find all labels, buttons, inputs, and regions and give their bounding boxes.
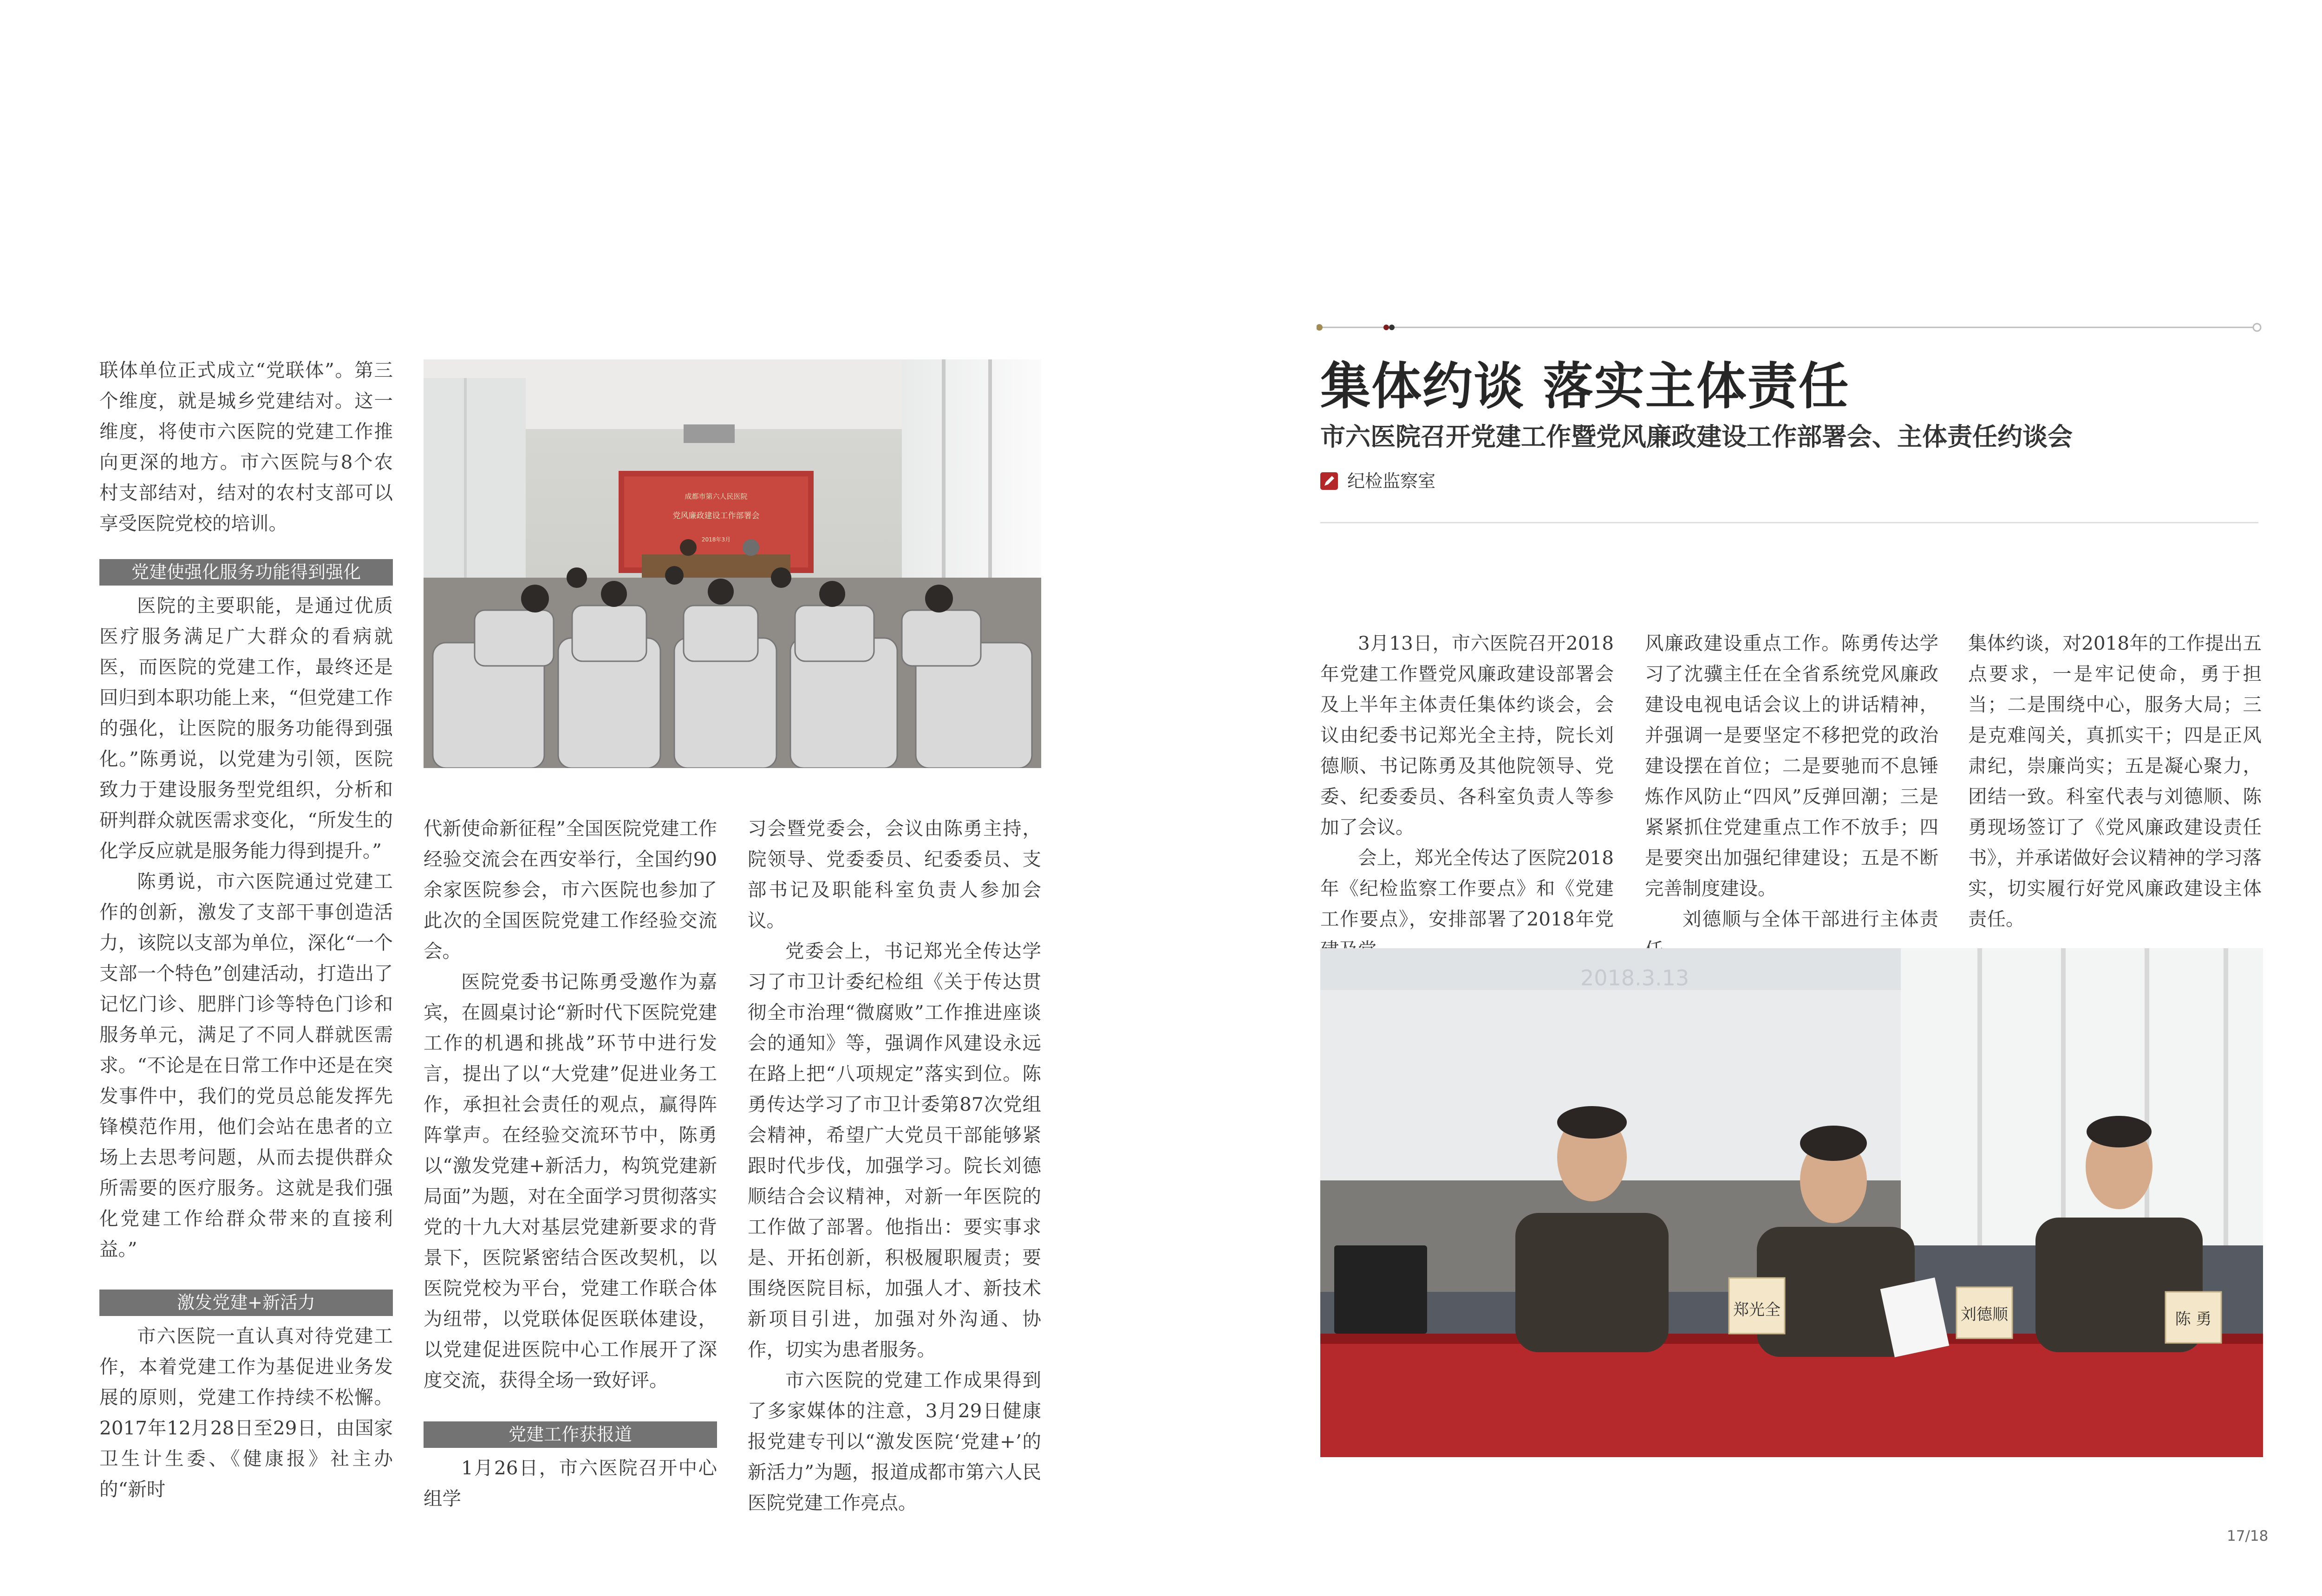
left-column-1 (99, 355, 393, 1505)
paragraph: 刘德顺与全体干部进行主体责 (1683, 908, 1938, 930)
paragraph: 医院党委书记陈勇受邀作为嘉宾，在圆桌讨论“新时代下医院党建工作的机遇和挑战”环节中进行发言，提出了以“大党建”促进业务工作，承担社会责任的观点，赢得阵阵掌声。在经验交流环节中，陈勇以“激发党建+新活力，构筑党建新局面”为题，对在全面学习贯彻落实党的十九大对基层党建新要求的背景下，医院紧密结合医改契机，以医院党校为平台，党建工作联合体为纽带，以党联体促医联体建设，以党建促进医院中心工作展开了深度交流，获得全场一致好评。 (424, 971, 717, 1391)
nameplate: 郑光全 (1733, 1301, 1781, 1319)
paragraph: 集体约谈，对2018年的工作提出五点要求，一是牢记使命，勇于担当；二是围绕中心，服务大局；三是克难闯关，真抓实干；四是正风肃纪，崇廉尚实；五是凝心聚力，团结一致。科室代表与刘德顺、陈勇现场签订了《党风廉政建设责任书》，并承诺做好会议精神的学习落实，切实履行好党风廉政建设主体责任。 (1968, 632, 2262, 930)
article-department (1320, 467, 1435, 492)
section-heading: 党建工作获报道 (424, 1421, 717, 1448)
paragraph: 党委会上，书记郑光全传达学习了市卫计委纪检组《关于传达贯彻全市治理“微腐败”工作推进座谈会的通知》等，强调作风建设永远在路上把“八项规定”落实到位。陈勇传达学习了市卫计委第87次党组会精神，希望广大党员干部能够紧跟时代步伐，加强学习。院长刘德顺结合会议精神，对新一年医院的工作做了部署。他指出：要实事求是、开拓创新，积极履职履责；要围绕医院目标，加强人才、新技术新项目引进，加强对外沟通、协作，切实为患者服务。 (748, 940, 1041, 1361)
article-column-2 (1645, 628, 1938, 965)
article-column-3 (1968, 628, 2262, 934)
paragraph: 代新使命新征程”全国医院党建工作经验交流会在西安举行，全国约90余家医院参会，市六医院也参加了此次的全国医院党建工作经验交流会。 (424, 817, 717, 962)
page-number: 17/18 (2227, 1528, 2269, 1544)
paragraph: 联体单位正式成立“党联体”。第三个维度，就是城乡党建结对。这一维度，将使市六医院的党建工作推向更深的地方。市六医院与8个农村支部结对，结对的农村支部可以享受医院党校的培训。 (99, 359, 393, 534)
left-column-2 (424, 813, 717, 1514)
article-subtitle: 市六医院召开党建工作暨党风廉政建设工作部署会、主体责任约谈会 (1320, 422, 2073, 451)
paragraph: 3月13日，市六医院召开2018年党建工作暨党风廉政建设部署会及上半年主体责任集体约谈会，会议由纪委书记郑光全主持，院长刘德顺、书记陈勇及其他院领导、党委、纪委委员、各科室负责人等参加了会议。 (1320, 632, 1614, 838)
paragraph: 市六医院一直认真对待党建工作，本着党建工作为基促进业务发展的原则，党建工作持续不松懈。2017年12月28日至29日，由国家卫生计生委、《健康报》社主办的“新时 (99, 1325, 393, 1500)
paragraph: 陈勇说，市六医院通过党建工作的创新，激发了支部干事创造活力，该院以支部为单位，深化“一个支部一个特色”创建活动，打造出了记忆门诊、肥胖门诊等特色门诊和服务单元，满足了不同人群就医需求。“不论是在日常工作中还是在突发事件中，我们的党员总能发挥先锋模范作用，他们会站在患者的立场上去思考问题，从而去提供群众所需要的医疗服务。这就是我们强化党建工作给群众带来的直接利益。” (99, 870, 393, 1260)
article-column-1 (1320, 628, 1614, 965)
paragraph: 市六医院的党建工作成果得到了多家媒体的注意，3月29日健康报党建专刊以“激发医院‘党建+’的新活力”为题，报道成都市第六人民医院党建工作亮点。 (748, 1369, 1041, 1514)
paragraph: 1月26日，市六医院召开中心组学 (424, 1457, 717, 1510)
screen-date: 2018.3.13 (1580, 965, 1689, 990)
section-heading: 激发党建+新活力 (99, 1290, 393, 1316)
title-divider (1320, 522, 2258, 523)
article-title: 集体约谈 落实主体责任 (1320, 358, 1850, 416)
projected-screen-text: 党风廉政建设工作部署会 (672, 511, 760, 521)
paragraph: 会上，郑光全传达了医院2018年《纪检监察工作要点》和《党建工作要点》，安排部署了2018年党 (1320, 847, 1614, 930)
meeting-room-photo (424, 359, 1041, 768)
head-table-photo (1320, 948, 2263, 1457)
paragraph: 风廉政建设重点工作。陈勇传达学习了沈骥主任在全省系统党风廉政建设电视电话会议上的讲话精神，并强调一是要坚定不移把党的政治建设摆在首位；二是要驰而不息锤炼作风防止“四风”反弹回潮；三是紧紧抓住党建重点工作不放手；四是要突出加强纪律建设；五是不断完善制度建设。 (1645, 632, 1938, 899)
header-rule (1317, 322, 2262, 333)
paragraph: 医院的主要职能，是通过优质医疗服务满足广大群众的看病就医，而医院的党建工作，最终还是回归到本职功能上来，“但党建工作的强化，让医院的服务功能得到强化。”陈勇说，以党建为引领，医院致力于建设服务型党组织，分析和研判群众就医需求变化，“所发生的化学反应就是服务能力得到提升。” (99, 594, 393, 862)
paragraph: 习会暨党委会，会议由陈勇主持，院领导、党委委员、纪委委员、支部书记及职能科室负责人参加会议。 (748, 817, 1041, 932)
nameplate: 刘德顺 (1961, 1305, 2008, 1324)
projected-screen-text: 成都市第六人民医院 (685, 492, 748, 501)
nameplate: 陈 勇 (2175, 1310, 2212, 1329)
left-column-3 (748, 813, 1041, 1518)
department-label: 纪检监察室 (1347, 471, 1436, 491)
pen-icon (1320, 472, 1338, 490)
projected-screen-text: 2018年3月 (701, 536, 731, 543)
section-heading: 党建使强化服务功能得到强化 (99, 559, 393, 586)
